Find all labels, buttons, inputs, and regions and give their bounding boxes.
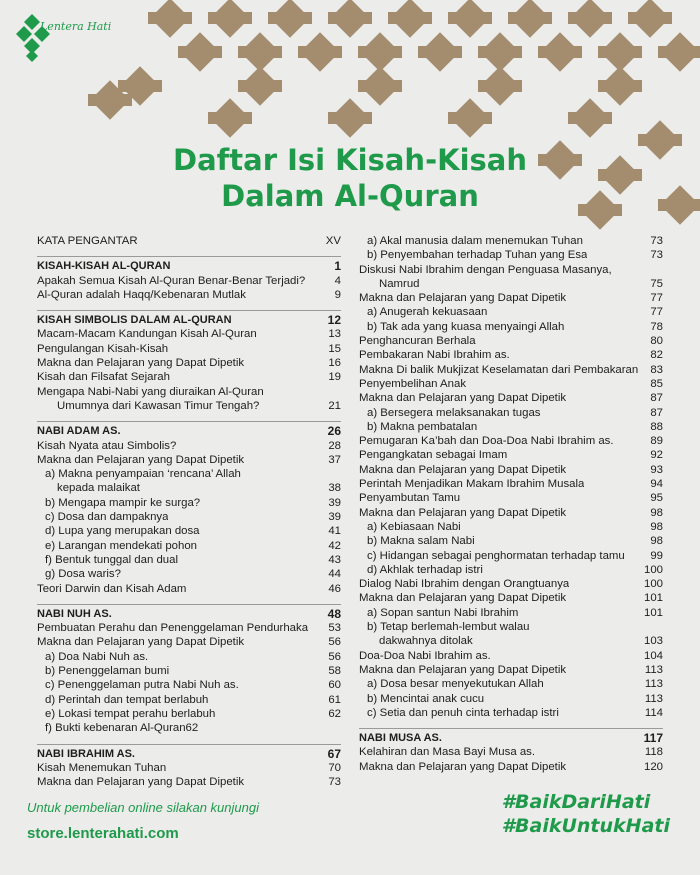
toc-entry-title: f) Bukti kebenaran Al-Quran62 [45,722,199,735]
toc-page-number: 42 [328,539,341,552]
toc-entry-title: Makna dan Pelajaran yang Dapat Dipetik [359,506,567,519]
pattern-bar [568,12,612,24]
toc-page-number: 38 [328,482,341,495]
toc-entry [359,706,663,720]
toc-page-number: 95 [650,492,663,505]
toc-page-number: 120 [643,760,663,773]
toc-page-number: 46 [328,582,341,595]
toc-entry-title: Kelahiran dan Masa Bayi Musa as. [359,746,536,759]
toc-entry [37,327,341,341]
toc-entry-title: b) Mengapa mampir ke surga? [45,496,201,509]
toc-entry-title: Makna dan Pelajaran yang Dapat Dipetik [359,760,567,773]
toc-page-number: 4 [334,274,341,287]
toc-page-number: 77 [650,292,663,305]
toc-page-number: 67 [327,746,341,761]
toc-entry [359,448,663,462]
toc-page-number: 83 [650,363,663,376]
toc-entry-title: b) Penenggelaman bumi [45,665,170,678]
toc-entry-title: b) Penyembahan terhadap Tuhan yang Esa [367,249,588,262]
pattern-bar [238,46,282,58]
toc-entry-title: Makna dan Pelajaran yang Dapat Dipetik [359,663,567,676]
toc-page-number: 101 [643,606,663,619]
toc-entry [359,591,663,605]
toc-entry [37,288,341,302]
pattern-bar [208,112,252,124]
pattern-bar [328,112,372,124]
toc-entry-title: Doa-Doa Nabi Ibrahim as. [359,649,491,662]
pattern-bar [268,12,312,24]
toc-page-number: 77 [650,306,663,319]
toc-entry [37,775,341,789]
toc-entry [37,761,341,775]
store-link[interactable]: store.lenterahati.com [27,825,179,842]
toc-entry-title: KISAH-KISAH AL-QURAN [37,260,171,273]
toc-entry [37,370,341,384]
toc-page-number: 98 [650,535,663,548]
toc-entry [37,342,341,356]
toc-entry-title: c) Dosa dan dampaknya [45,511,169,524]
pattern-bar [118,80,162,92]
toc-entry [359,663,663,677]
toc-entry [359,649,663,663]
toc-entry [37,582,341,596]
toc-entry [37,650,341,664]
toc-entry [359,634,663,648]
toc-entry-title: Pembakaran Nabi Ibrahim as. [359,349,510,362]
toc-entry-title: Makna Di balik Mukjizat Keselamatan dari Pembakaran [359,363,639,376]
pattern-bar [328,12,372,24]
toc-page-number: 58 [328,665,341,678]
toc-page-number: 73 [650,235,663,247]
toc-entry-title: a) Anugerah kekuasaan [367,306,488,319]
toc-entry-title: Kisah Nyata atau Simbolis? [37,439,177,452]
toc-page-number: 88 [650,420,663,433]
toc-page-number: 13 [328,328,341,341]
toc-entry-title: KISAH SIMBOLIS DALAM AL-QURAN [37,314,232,327]
toc-section-heading [359,728,663,745]
toc-entry [37,356,341,370]
toc-entry [359,234,663,248]
toc-entry-title: Al-Quran adalah Haqq/Kebenaran Mutlak [37,288,246,301]
toc-page-number: 56 [328,636,341,649]
toc-entry-title: NABI MUSA AS. [359,732,442,745]
pattern-bar [418,46,462,58]
toc-entry [37,721,341,735]
toc-entry [359,477,663,491]
toc-page-number: 100 [643,563,663,576]
toc-entry-title: Kisah Menemukan Tuhan [37,761,167,774]
toc-entry [359,577,663,591]
toc-entry-title: NABI ADAM AS. [37,425,121,438]
toc-page-number: 70 [328,761,341,774]
pattern-bar [448,112,492,124]
footer-promo-text: Untuk pembelian online silakan kunjungi [27,800,259,815]
toc-entry-title: Pengulangan Kisah-Kisah [37,342,169,355]
pattern-bar [658,46,700,58]
toc-entry-title: b) Makna pembatalan [367,420,478,433]
toc-entry [359,391,663,405]
pattern-bar [358,46,402,58]
toc-entry-title: Makna dan Pelajaran yang Dapat Dipetik [37,636,245,649]
toc-entry [37,439,341,453]
pattern-bar [448,12,492,24]
toc-entry [359,348,663,362]
toc-entry-title: Kisah dan Filsafat Sejarah [37,371,170,384]
pattern-bar [298,46,342,58]
toc-entry [37,234,341,248]
toc-page-number: 9 [334,288,341,301]
toc-entry [359,263,663,277]
toc-page-number: 80 [650,335,663,348]
toc-page-number: 41 [328,525,341,538]
toc-entry [359,291,663,305]
toc-right-column [359,234,663,774]
toc-page-number: 113 [644,663,663,676]
toc-entry [359,692,663,706]
toc-page-number: 39 [328,511,341,524]
toc-entry-title: d) Akhlak terhadap istri [367,563,483,576]
toc-section-heading [37,421,341,438]
toc-page-number: 60 [328,679,341,692]
toc-page-number: 19 [328,371,341,384]
toc-entry [37,453,341,467]
toc-page-number: 101 [643,592,663,605]
pattern-bar [478,80,522,92]
toc-entry-title: d) Lupa yang merupakan dosa [45,525,200,538]
toc-page-number: 44 [328,568,341,581]
toc-entry-title: Apakah Semua Kisah Al-Quran Benar-Benar Terjadi? [37,274,306,287]
toc-entry-title: Perintah Menjadikan Makam Ibrahim Musala [359,478,585,491]
toc-entry-title: Makna dan Pelajaran yang Dapat Dipetik [37,776,245,789]
toc-page-number: 98 [650,520,663,533]
toc-entry-title: KATA PENGANTAR [37,235,138,247]
toc-entry-title: a) Akal manusia dalam menemukan Tuhan [367,235,583,247]
toc-entry [37,635,341,649]
toc-page-number: 39 [328,496,341,509]
toc-entry-title: a) Bersegera melaksanakan tugas [367,406,541,419]
toc-entry-title: d) Perintah dan tempat berlabuh [45,693,209,706]
title-line-1: Daftar Isi Kisah-Kisah [173,143,527,177]
tagline-line-1: #BaikDariHati [501,791,651,813]
toc-left-column [37,234,341,789]
toc-page-number: 118 [644,746,663,759]
toc-entry-title: dakwahnya ditolak [379,635,473,648]
toc-section-heading [37,604,341,621]
toc-entry-title: Makna dan Pelajaran yang Dapat Dipetik [37,357,245,370]
toc-entry-title: Penyambutan Tamu [359,492,461,505]
toc-page-number: 43 [328,553,341,566]
toc-page-number: 62 [328,707,341,720]
toc-entry-title: Makna dan Pelajaran yang Dapat Dipetik [359,463,567,476]
toc-entry [359,620,663,634]
toc-page-number: 92 [650,449,663,462]
pattern-bar [148,12,192,24]
toc-page-number: 103 [643,635,663,648]
toc-entry [359,491,663,505]
toc-entry-title: a) Dosa besar menyekutukan Allah [367,678,544,691]
toc-entry-title: e) Larangan mendekati pohon [45,539,197,552]
toc-entry [359,760,663,774]
toc-entry [37,693,341,707]
toc-entry-title: Dialog Nabi Ibrahim dengan Orangtuanya [359,578,570,591]
toc-entry [359,506,663,520]
toc-page-number: 113 [644,678,663,691]
pattern-bar [628,12,672,24]
pattern-bar [208,12,252,24]
toc-entry [359,549,663,563]
toc-entry [359,363,663,377]
toc-entry-title: a) Kebiasaan Nabi [367,520,461,533]
toc-entry-title: Macam-Macam Kandungan Kisah Al-Quran [37,328,257,341]
toc-page-number: 114 [644,706,663,719]
pattern-bar [88,94,132,106]
toc-entry [37,678,341,692]
toc-entry-title: Makna dan Pelajaran yang Dapat Dipetik [359,292,567,305]
toc-entry-title: Umumnya dari Kawasan Timur Tengah? [57,399,260,412]
toc-section-heading [37,744,341,761]
toc-entry [359,434,663,448]
toc-entry [359,406,663,420]
toc-entry [359,377,663,391]
toc-entry [359,334,663,348]
toc-entry [37,481,341,495]
toc-section-heading [37,256,341,273]
toc-entry [359,463,663,477]
toc-entry [359,277,663,291]
toc-entry [37,664,341,678]
toc-entry-title: NABI NUH AS. [37,607,112,620]
toc-entry [37,524,341,538]
hashtag-tagline [502,790,670,838]
toc-entry [37,399,341,413]
toc-page-number: 15 [328,342,341,355]
toc-entry [359,677,663,691]
toc-page-number: 56 [328,650,341,663]
toc-entry-title: c) Setia dan penuh cinta terhadap istri [367,706,559,719]
toc-entry-title: a) Doa Nabi Nuh as. [45,650,149,663]
toc-entry [37,467,341,481]
toc-page-number: 28 [328,439,341,452]
pattern-bar [388,12,432,24]
toc-entry [37,496,341,510]
toc-entry [359,420,663,434]
toc-page-number: 87 [650,392,663,405]
pattern-bar [358,80,402,92]
pattern-bar [178,46,222,58]
pattern-bar [478,46,522,58]
toc-entry [37,621,341,635]
logo-text: Lentera Hati [40,20,112,33]
toc-entry-title: Teori Darwin dan Kisah Adam [37,582,187,595]
toc-page-number: 16 [328,357,341,370]
toc-entry-title: NABI IBRAHIM AS. [37,747,135,760]
toc-entry-title: Pemugaran Ka’bah dan Doa-Doa Nabi Ibrahim as. [359,435,614,448]
toc-page-number: 85 [650,377,663,390]
toc-entry-title: Makna dan Pelajaran yang Dapat Dipetik [359,392,567,405]
toc-page-number: 61 [328,693,341,706]
toc-entry-title: b) Tak ada yang kuasa menyaingi Allah [367,320,565,333]
toc-entry-title: Makna dan Pelajaran yang Dapat Dipetik [359,592,567,605]
toc-page-number: 73 [328,776,341,789]
page-title [0,142,700,214]
pattern-bar [508,12,552,24]
toc-page-number: 100 [643,578,663,591]
toc-entry-title: c) Penenggelaman putra Nabi Nuh as. [45,679,239,692]
toc-entry-title: a) Makna penyampaian ‘rencana’ Allah [45,468,241,481]
toc-page-number: 87 [650,406,663,419]
toc-page-number: 99 [650,549,663,562]
toc-page-number: 53 [328,622,341,635]
toc-entry [37,553,341,567]
toc-page-number: 26 [327,424,341,439]
toc-page-number: 113 [644,692,663,705]
toc-page-number: 104 [643,649,663,662]
toc-entry-title: Penyembelihan Anak [359,377,467,390]
toc-page-number: 75 [650,277,663,290]
tagline-line-2: #BaikUntukHati [501,815,670,837]
toc-page-number: 1 [334,259,341,274]
pattern-bar [598,80,642,92]
toc-entry-title: e) Lokasi tempat perahu berlabuh [45,707,216,720]
toc-page-number: 78 [650,320,663,333]
toc-page-number: 73 [650,249,663,262]
toc-entry-title: Pembuatan Perahu dan Penenggelaman Pendurhaka [37,622,309,635]
toc-entry-title: Makna dan Pelajaran yang Dapat Dipetik [37,453,245,466]
toc-entry [359,248,663,262]
toc-page-number: 48 [327,606,341,621]
toc-entry-title: Diskusi Nabi Ibrahim dengan Penguasa Masanya, [359,263,612,276]
toc-page-number: XV [325,235,341,247]
pattern-bar [598,46,642,58]
toc-entry-title: b) Makna salam Nabi [367,535,475,548]
toc-entry [359,745,663,759]
toc-entry-title: b) Mencintai anak cucu [367,692,485,705]
toc-entry [37,707,341,721]
toc-page-number: 98 [650,506,663,519]
toc-page-number: 89 [650,435,663,448]
toc-entry-title: b) Tetap berlemah-lembut walau [367,621,530,634]
toc-entry [359,320,663,334]
toc-entry-title: a) Sopan santun Nabi Ibrahim [367,606,519,619]
toc-entry [359,305,663,319]
toc-entry [37,274,341,288]
toc-entry-title: c) Hidangan sebagai penghormatan terhadap tamu [367,549,625,562]
toc-entry [37,567,341,581]
pattern-bar [568,112,612,124]
toc-entry [359,563,663,577]
toc-page-number: 12 [327,313,341,328]
toc-entry-title: Penghancuran Berhala [359,335,476,348]
toc-entry-title: Mengapa Nabi-Nabi yang diuraikan Al-Quran [37,385,264,398]
toc-entry [359,606,663,620]
toc-entry-title: Namrud [379,277,420,290]
toc-entry-title: f) Bentuk tunggal dan dual [45,553,178,566]
toc-page-number: 93 [650,463,663,476]
toc-page-number: 21 [328,399,341,412]
toc-page-number: 37 [328,453,341,466]
toc-entry-title: g) Dosa waris? [45,568,121,581]
pattern-bar [538,46,582,58]
toc-entry [37,385,341,399]
toc-entry [37,510,341,524]
toc-page-number: 94 [650,478,663,491]
toc-entry [37,539,341,553]
toc-page-number: 82 [650,349,663,362]
toc-page-number: 117 [643,731,663,746]
toc-entry [359,534,663,548]
toc-entry-title: kepada malaikat [57,482,140,495]
pattern-bar [238,80,282,92]
title-line-2: Dalam Al-Quran [221,179,479,213]
toc-section-heading [37,310,341,327]
toc-entry [359,520,663,534]
toc-entry-title: Pengangkatan sebagai Imam [359,449,508,462]
